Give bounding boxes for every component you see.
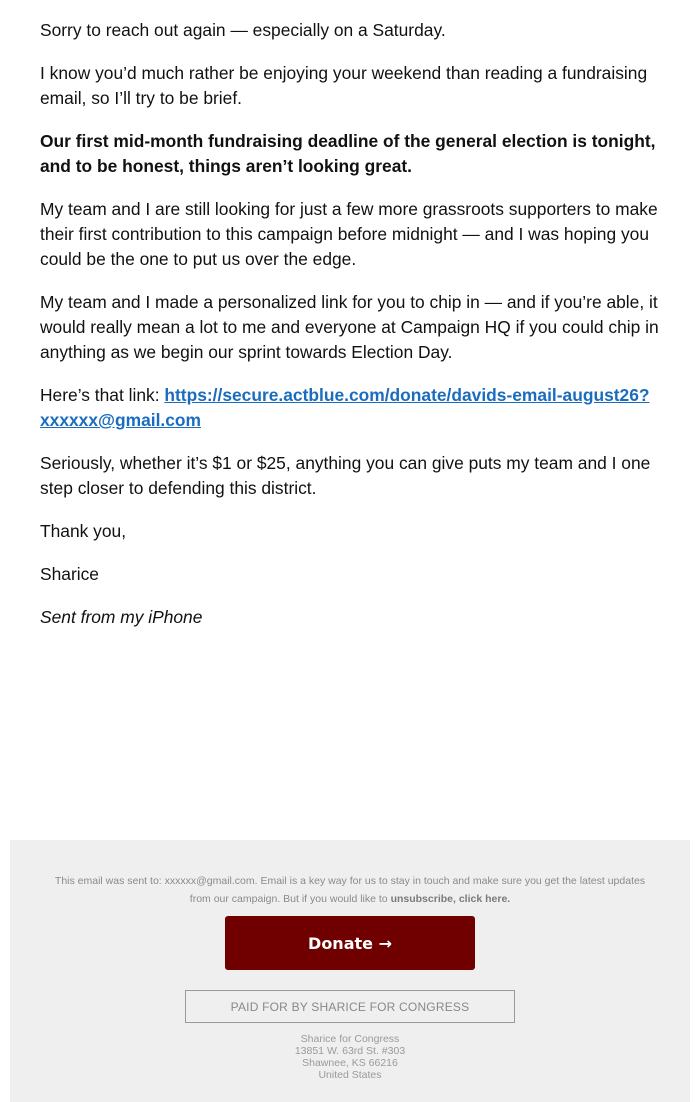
closing-text: Thank you, [40, 521, 127, 541]
link-prefix: Here’s that link: [40, 385, 165, 405]
paragraph-amounts: Seriously, whether it’s $1 or $25, anything you can give puts my team and I one step closer to defending this district. [40, 453, 651, 498]
paragraph-weekend: I know you’d much rather be enjoying your weekend than reading a fundraising email, so I’ll try to be brief. [40, 63, 648, 108]
footer-note-text: This email was sent to: xxxxxx@gmail.com. Email is a key way for us to stay in touch and make sure you get the latest updates from our campaign. But if you would like to [54, 875, 646, 905]
paid-for-disclaimer: PAID FOR BY SHARICE FOR CONGRESS [185, 990, 515, 1023]
paragraph-personalized-link: My team and I made a personalized link for you to chip in — and if you’re able, it would really mean a lot to me and everyone at Campaign HQ if you could chip in anything as we begin our sprint towards Election Day. [40, 292, 659, 362]
address-line: 13851 W. 63rd St. #303 [294, 1045, 406, 1057]
mailing-address [250, 1033, 450, 1081]
paragraph-greeting: Sorry to reach out again — especially on a Saturday. [40, 20, 446, 40]
address-line: Shawnee, KS 66216 [302, 1057, 398, 1069]
unsubscribe-link[interactable]: unsubscribe, click here. [390, 893, 511, 905]
email-body [40, 18, 670, 648]
email-footer [10, 840, 690, 1102]
signature-text: Sharice [40, 564, 99, 584]
donate-button[interactable]: Donate → [225, 916, 475, 970]
donate-link[interactable]: https://secure.actblue.com/donate/davids-email-august26?xxxxxx@gmail.com [40, 385, 650, 430]
address-line: Sharice for Congress [300, 1033, 400, 1045]
address-line: United States [318, 1069, 382, 1081]
paragraph-supporters: My team and I are still looking for just a few more grassroots supporters to make their first contribution to this campaign before midnight — and I was hoping you could be the one to put us over the edge. [40, 199, 658, 269]
paragraph-deadline: Our first mid-month fundraising deadline of the general election is tonight, and to be honest, things aren’t looking great. [40, 131, 656, 176]
paragraph-link [40, 383, 670, 433]
footer-note [50, 872, 650, 908]
sent-from-text: Sent from my iPhone [40, 607, 203, 627]
